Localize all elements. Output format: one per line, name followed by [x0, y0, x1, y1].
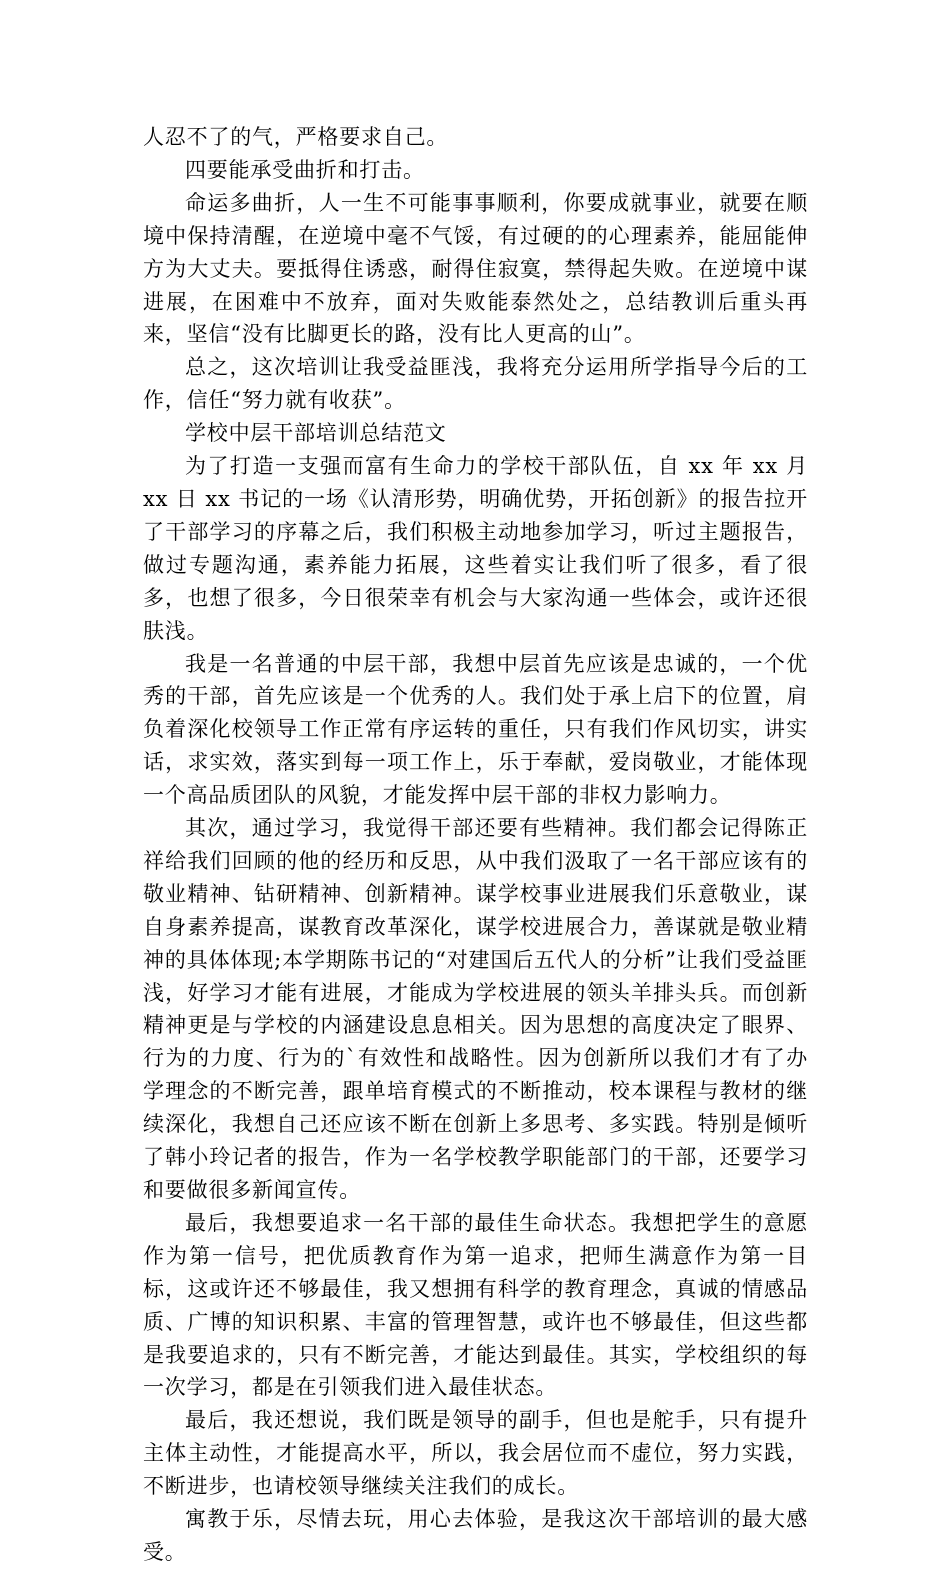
paragraph: 其次，通过学习，我觉得干部还要有些精神。我们都会记得陈正祥给我们回顾的他的经历和反思，从中我们汲取了一名干部应该有的敬业精神、钻研精神、创新精神。谋学校事业进展我们乐意敬业，谋自身素养提高，谋教育改革深化，谋学校进展合力，善谋就是敬业精神的具体体现;本学期陈书记的“对建国后五代人的分析”让我们受益匪浅，好学习才能有进展，才能成为学校进展的领头羊排头兵。而创新精神更是与学校的内涵建设息息相关。因为思想的高度决定了眼界、行为的力度、行为的`有效性和战略性。因为创新所以我们才有了办学理念的不断完善，跟单培育模式的不断推动，校本课程与教材的继续深化，我想自己还应该不断在创新上多思考、多实践。特别是倾听了韩小玲记者的报告，作为一名学校教学职能部门的干部，还要学习和要做很多新闻宣传。 [143, 816, 808, 1202]
paragraph: 最后，我想要追求一名干部的最佳生命状态。我想把学生的意愿作为第一信号，把优质教育作为第一追求，把师生满意作为第一目标，这或许还不够最佳，我又想拥有科学的教育理念，真诚的情感品质、广博的知识积累、丰富的管理智慧，或许也不够最佳，但这些都是我要追求的，只有不断完善，才能达到最佳。其实，学校组织的每一次学习，都是在引领我们进入最佳状态。 [143, 1210, 808, 1400]
paragraph: 命运多曲折，人一生不可能事事顺利，你要成就事业，就要在顺境中保持清醒，在逆境中毫不气馁，有过硬的的心理素养，能屈能伸方为大丈夫。要抵得住诱惑，耐得住寂寞，禁得起失败。在逆境中谋进展，在困难中不放弃，面对失败能泰然处之，总结教训后重头再来，坚信“没有比脚更长的路，没有比人更高的山”。 [143, 190, 808, 347]
paragraph-conclusion: 总之，这次培训让我受益匪浅，我将充分运用所学指导今后的工作，信任“努力就有收获”。 [143, 355, 808, 413]
paragraph: 我是一名普通的中层干部，我想中层首先应该是忠诚的，一个优秀的干部，首先应该是一个优秀的人。我们处于承上启下的位置，肩负着深化校领导工作正常有序运转的重任，只有我们作风切实，讲实话，求实效，落实到每一项工作上，乐于奉献，爱岗敬业，才能体现一个高品质团队的风貌，才能发挥中层干部的非权力影响力。 [143, 651, 808, 808]
document-body [143, 121, 808, 1569]
section-title: 学校中层干部培训总结范文 [185, 421, 447, 446]
paragraph-final: 寓教于乐，尽情去玩，用心去体验，是我这次干部培训的最大感受。 [143, 1507, 808, 1564]
paragraph: 为了打造一支强而富有生命力的学校干部队伍，自 xx 年 xx 月 xx 日 xx 书记的一场《认清形势，明确优势，开拓创新》的报告拉开了干部学习的序幕之后，我们积极主动地参加学习，听过主题报告，做过专题沟通，素养能力拓展，这些着实让我们听了很多，看了很多，也想了很多，今日很荣幸有机会与大家沟通一些体会，或许还很肤浅。 [143, 454, 808, 643]
paragraph-heading-point-four: 四要能承受曲折和打击。 [185, 157, 425, 182]
paragraph-continuation: 人忍不了的气，严格要求自己。 [143, 125, 449, 149]
paragraph: 最后，我还想说，我们既是领导的副手，但也是舵手，只有提升主体主动性，才能提高水平，所以，我会居位而不虚位，努力实践，不断进步，也请校领导继续关注我们的成长。 [143, 1408, 808, 1499]
